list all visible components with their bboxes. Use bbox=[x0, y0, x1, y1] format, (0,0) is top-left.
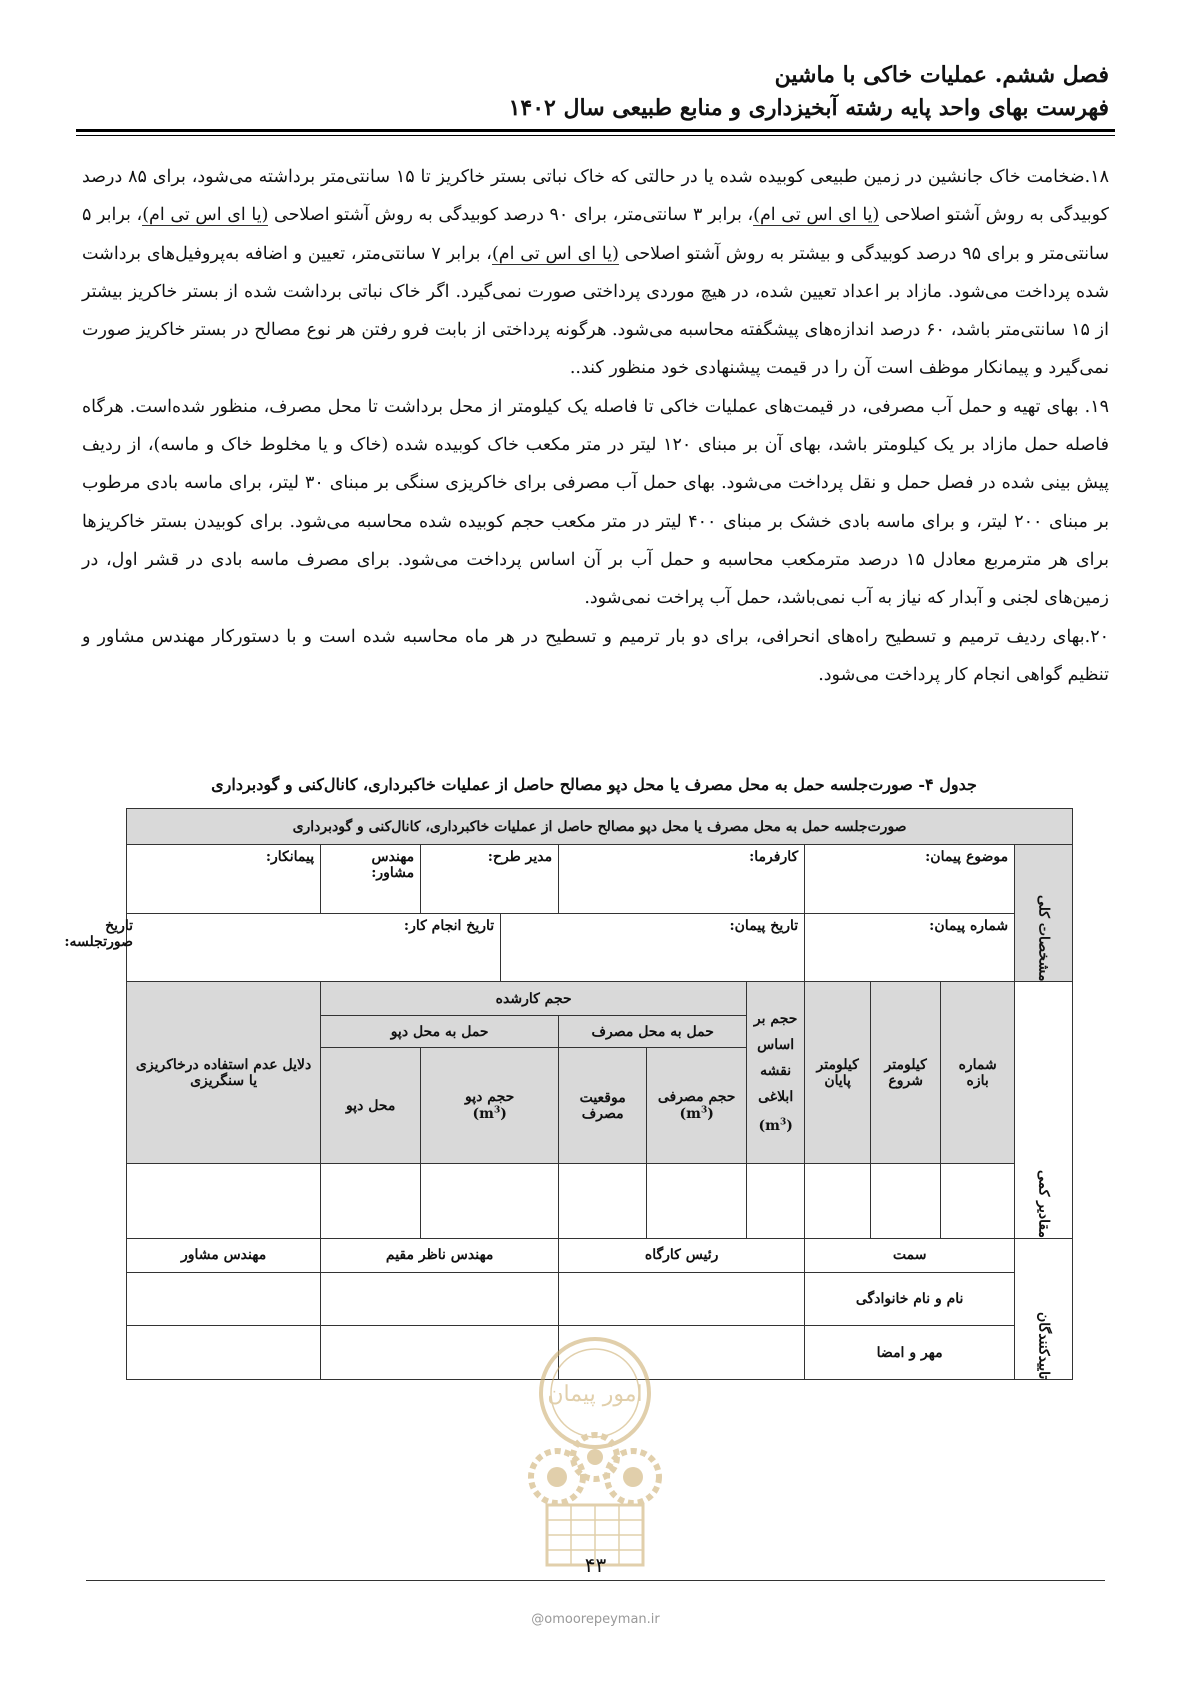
cell-used-volume[interactable] bbox=[647, 1163, 747, 1238]
cell-site-head-name[interactable] bbox=[559, 1272, 805, 1325]
section-quantity-label: مقادیر کمی bbox=[1015, 982, 1073, 1239]
col-km-end: کیلومتر پایان bbox=[805, 982, 871, 1164]
cell-km-start[interactable] bbox=[871, 1163, 941, 1238]
omoorepeyman-logo-watermark bbox=[515, 1335, 675, 1575]
field-employer: کارفرما: bbox=[559, 845, 805, 913]
col-section-number: شماره بازه bbox=[941, 982, 1015, 1164]
paragraph-20: ۲۰.بهای ردیف ترمیم و تسطیح راه‌های انحرافی، برای دو بار ترمیم و تسطیح در هر ماه محاسبه شده است و با دستورکار مهندس مشاور و تنظیم گواهی انجام کار پرداخت می‌شود. bbox=[82, 626, 1109, 685]
chapter-title: فصل ششم. عملیات خاکی با ماشین bbox=[774, 62, 1109, 88]
table-caption: جدول ۴- صورت‌جلسه حمل به محل مصرف یا محل دپو مصالح حاصل از عملیات خاکبرداری، کانال‌کنی و گودبرداری bbox=[211, 775, 977, 794]
cell-depot-volume[interactable] bbox=[421, 1163, 559, 1238]
col-volume-done: حجم کارشده bbox=[321, 982, 747, 1016]
field-contract-date: تاریخ پیمان: bbox=[501, 913, 805, 981]
approver-position-header: سمت bbox=[805, 1238, 1015, 1272]
document-title: فهرست بهای واحد پایه رشته آبخیزداری و منابع طبیعی سال ۱۴۰۲ bbox=[508, 95, 1109, 121]
cell-reasons[interactable] bbox=[127, 1163, 321, 1238]
field-plan-manager: مدیر طرح: bbox=[421, 845, 559, 913]
header-rule-thin bbox=[76, 135, 1115, 136]
minutes-table: صورت‌جلسه حمل به محل مصرف یا محل دپو مصالح حاصل از عملیات خاکبرداری، کانال‌کنی و گودبرداری مشخصات کلی موضوع پیمان: کارفرما: مدیر طرح: مهندس مشاور: پیمانکار: شماره پیمان: تاریخ پیمان: تاریخ انجام کار: تاریخ صورتجلسه: مقادیر کمی شماره بازه کیلومتر شروع کیلومتر پایان حجم بر اساس نقشه ابلاغی $(m^3)$ حجم کارشده دلایل عدم استفاده درخاکریزی یا سنگریزی حمل به محل مصرف حمل به محل دپو حجم مصرفی $(m^3)$ موقعیت مصرف حجم دپو $(m^3)$ محل دپو تاییدکنندگان سمت رئیس کارگاه مهندس ناظر مقیم مهندس مشاور نام و نام خانوادگی مهر و امضا bbox=[126, 808, 1073, 1380]
col-depot-location: محل دپو bbox=[321, 1048, 421, 1163]
svg-text:امور پیمان: امور پیمان bbox=[547, 1382, 643, 1407]
cell-use-location[interactable] bbox=[559, 1163, 647, 1238]
col-use-location: موقعیت مصرف bbox=[559, 1048, 647, 1163]
underlined-astm-3: (یا ای اس تی ام) bbox=[491, 243, 619, 264]
col-used-volume: حجم مصرفی $(m^3)$ bbox=[647, 1048, 747, 1163]
cell-consultant-name[interactable] bbox=[127, 1272, 321, 1325]
approver-name-label: نام و نام خانوادگی bbox=[805, 1272, 1015, 1325]
cell-section-number[interactable] bbox=[941, 1163, 1015, 1238]
col-transport-to-depot: حمل به محل دپو bbox=[321, 1016, 559, 1048]
approver-consultant: مهندس مشاور bbox=[127, 1238, 321, 1272]
footer-rule bbox=[86, 1580, 1105, 1581]
field-contract-subject: موضوع پیمان: bbox=[805, 845, 1015, 913]
col-reasons: دلایل عدم استفاده درخاکریزی یا سنگریزی bbox=[127, 982, 321, 1164]
page-header bbox=[82, 58, 1109, 124]
col-depot-volume: حجم دپو $(m^3)$ bbox=[421, 1048, 559, 1163]
col-volume-plan: حجم بر اساس نقشه ابلاغی $(m^3)$ bbox=[747, 982, 805, 1164]
cell-consultant-sign[interactable] bbox=[127, 1326, 321, 1380]
paragraph-18: ۱۸.ضخامت خاک جانشین در زمین طبیعی کوبیده شده یا در حالتی که خاک نباتی بستر خاکریز تا ۱۵ سانتی‌متر برداشته می‌شود، برای ۸۵ درصد کوبیدگی به روش آشتو اصلاحی (یا ای اس تی ام)، برابر ۳ سانتی‌متر، برای ۹۰ درصد کوبیدگی به روش آشتو اصلاحی (یا ای اس تی ام)، برابر ۵ سانتی‌متر و برای ۹۵ درصد کوبیدگی و بیشتر به روش آشتو اصلاحی (یا ای اس تی ام)، برابر ۷ سانتی‌متر، تعیین و اضافه به‌پروفیل‌های برداشت شده پرداخت می‌شود. مازاد بر اعداد تعیین شده، در هیچ موردی پرداختی صورت نمی‌گیرد. اگر خاک نباتی برداشت شده از بستر خاکریز بیشتر از ۱۵ سانتی‌متر باشد، ۶۰ درصد اندازه‌های پیشگفته محاسبه می‌شود. هرگونه پرداختی از بابت فرو رفتن هر نوع مصالح در بستر خاکریز صورت نمی‌گیرد و پیمانکار موظف است آن را در قیمت پیشنهادی خود منظور کند.. bbox=[82, 167, 1109, 379]
field-work-date: تاریخ انجام کار: bbox=[127, 913, 501, 981]
section-general-label: مشخصات کلی bbox=[1015, 845, 1073, 982]
page-number: ۴۳ bbox=[584, 1553, 607, 1577]
body-text bbox=[82, 158, 1109, 694]
underlined-astm-1: (یا ای اس تی ام) bbox=[753, 205, 880, 226]
approver-sign-label: مهر و امضا bbox=[805, 1326, 1015, 1380]
cell-depot-location[interactable] bbox=[321, 1163, 421, 1238]
col-transport-to-use: حمل به محل مصرف bbox=[559, 1016, 747, 1048]
cell-volume-plan[interactable] bbox=[747, 1163, 805, 1238]
section-approvers-label: تاییدکنندگان bbox=[1015, 1238, 1073, 1379]
header-rule-thick bbox=[76, 129, 1115, 132]
site-watermark-text: @omoorepeyman.ir bbox=[531, 1612, 660, 1627]
underlined-astm-2: (یا ای اس تی ام) bbox=[142, 205, 269, 226]
col-km-start: کیلومتر شروع bbox=[871, 982, 941, 1164]
approver-site-head: رئیس کارگاه bbox=[559, 1238, 805, 1272]
field-consultant: مهندس مشاور: bbox=[321, 845, 421, 913]
cell-km-end[interactable] bbox=[805, 1163, 871, 1238]
paragraph-19: ۱۹. بهای تهیه و حمل آب مصرفی، در قیمت‌های عملیات خاکی تا فاصله یک کیلومتر از محل برداشت تا محل مصرف، منظور شده‌است. هرگاه فاصله حمل مازاد بر یک کیلومتر باشد، بهای آن بر مبنای ۱۲۰ لیتر در متر مکعب خاک کوبیده شده (خاک و یا مخلوط خاک و ماسه)، از ردیف پیش بینی شده در فصل حمل و نقل پرداخت می‌شود. بهای حمل آب مصرفی برای خاکریزی سنگی بر مبنای ۳۰ لیتر، برای ماسه بادی مرطوب بر مبنای ۲۰۰ لیتر، و برای ماسه بادی خشک بر مبنای ۴۰۰ لیتر در متر مکعب حجم کوبیده شده محاسبه می‌شود. برای کوبیدن بستر خاکریزها برای هر مترمربع معادل ۱۵ درصد مترمکعب محاسبه و حمل آب بر آن اساس پرداخت می‌شود. برای مصرف ماسه بادی در قشر اول، در زمین‌های لجنی و آبدار که نیاز به آب نمی‌باشد، حمل آب پراخت نمی‌شود. bbox=[82, 396, 1110, 609]
table-title: صورت‌جلسه حمل به محل مصرف یا محل دپو مصالح حاصل از عملیات خاکبرداری، کانال‌کنی و گودبرداری bbox=[127, 809, 1073, 845]
approver-resident-supervisor: مهندس ناظر مقیم bbox=[321, 1238, 559, 1272]
cell-supervisor-name[interactable] bbox=[321, 1272, 559, 1325]
field-contract-number: شماره پیمان: bbox=[805, 913, 1015, 981]
field-contractor: پیمانکار: bbox=[127, 845, 321, 913]
